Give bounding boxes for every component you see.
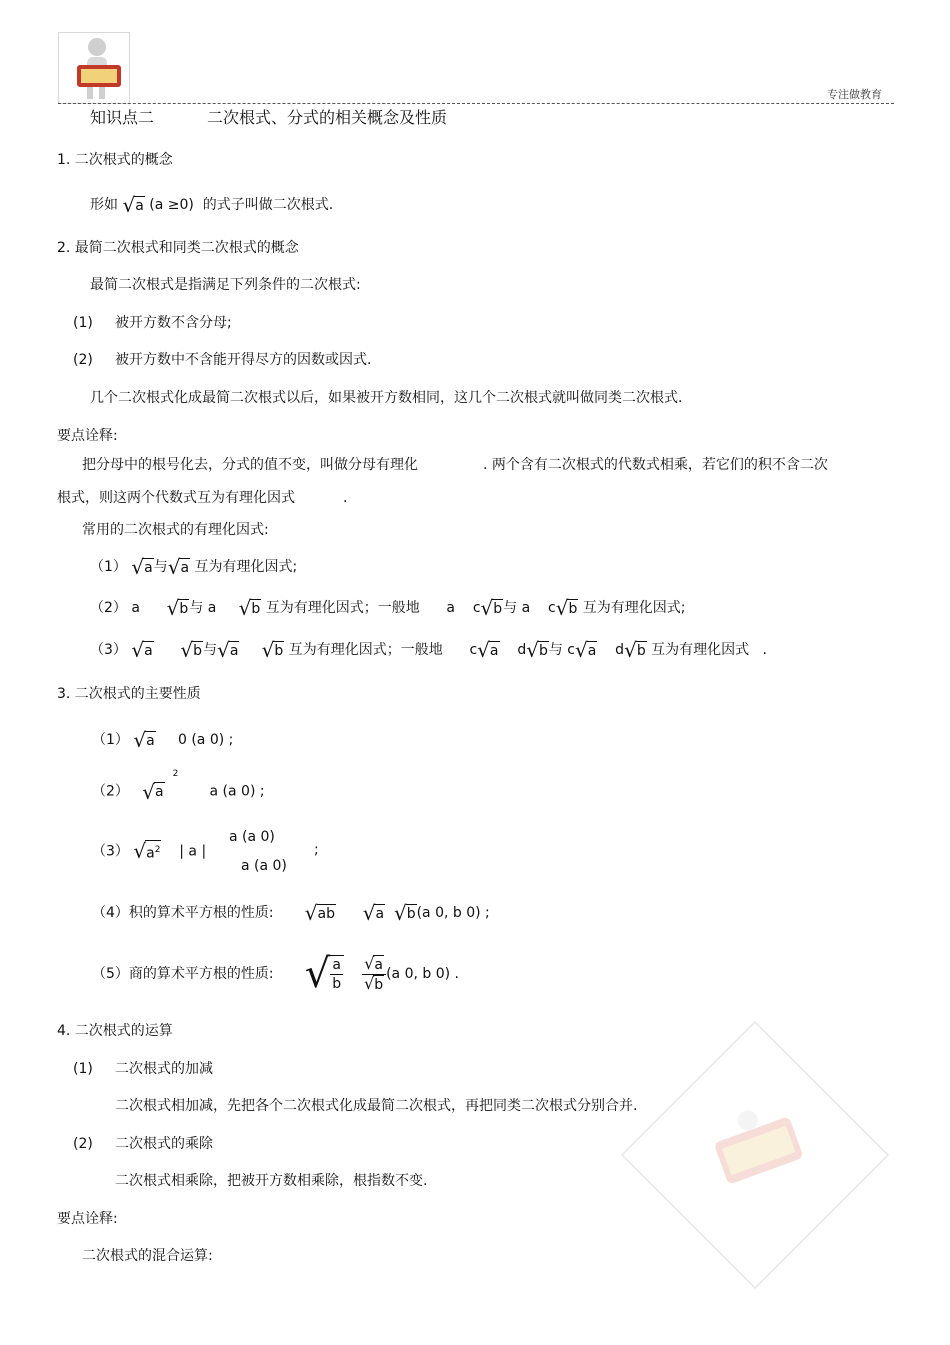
s2-intro: 最简二次根式是指满足下列条件的二次根式: — [90, 277, 361, 293]
property-3-case-1: a (a 0) — [229, 829, 275, 845]
section-label: 知识点二 — [90, 108, 155, 127]
header-tagline: 专注做教育 — [827, 88, 882, 101]
s4-heading: 4. 二次根式的运算 — [57, 1023, 173, 1039]
property-3-end: ; — [314, 842, 319, 858]
s4-a-num: (1) — [73, 1061, 93, 1077]
stamp-watermark-icon — [620, 1020, 890, 1290]
property-3-lhs: （3） $√a^2$ | a | — [92, 839, 207, 864]
s2-heading: 2. 最简二次根式和同类二次根式的概念 — [57, 240, 299, 256]
s4-note-label: 要点诠释: — [57, 1211, 118, 1227]
header-divider — [58, 103, 894, 104]
s2-common: 常用的二次根式的有理化因式: — [82, 522, 269, 538]
s2-note-p1b: . 两个含有二次根式的代数式相乘，若它们的积不含二次 — [483, 457, 828, 473]
s1-suffix: 的式子叫做二次根式. — [202, 197, 334, 213]
property-2: （2） $√a^2$ a (a 0) ; — [92, 769, 265, 804]
s2-note-label: 要点诠释: — [57, 428, 118, 444]
s4-a-title: 二次根式的加减 — [115, 1061, 213, 1077]
s1-heading: 1. 二次根式的概念 — [57, 152, 173, 168]
rationalize-row-3: （3） √a √b与√a √b 互为有理化因式；一般地 c√a d√b与 c√a d√b 互为有理化因式 . — [90, 638, 767, 662]
s4-b-title: 二次根式的乘除 — [115, 1136, 213, 1152]
property-5: （5）商的算术平方根的性质: √ $\frac{a}{b}$ $\frac{√a}{√b}$ (a 0, b 0) . — [92, 951, 459, 997]
s4-a-text: 二次根式相加减，先把各个二次根式化成最简二次根式，再把同类二次根式分别合并. — [115, 1098, 638, 1114]
s2-similar: 几个二次根式化成最简二次根式以后，如果被开方数相同，这几个二次根式就叫做同类二次根式. — [90, 390, 683, 406]
s4-b-num: (2) — [73, 1136, 93, 1152]
s2-cond2-num: (2) — [73, 352, 93, 368]
property-3-case-2: a (a 0) — [241, 858, 287, 874]
s4-b-text: 二次根式相乘除，把被开方数相乘除，根指数不变. — [115, 1173, 428, 1189]
rationalize-row-1: （1） √a与√a 互为有理化因式; — [90, 555, 298, 579]
s2-note-p1a: 把分母中的根号化去，分式的值不变，叫做分母有理化 — [82, 457, 418, 473]
s1-definition — [90, 195, 333, 215]
radical: √a — [122, 193, 144, 217]
s2-note-p2a: 根式，则这两个代数式互为有理化因式 — [57, 490, 295, 506]
cartoon-figure-holding-sign-icon — [59, 33, 129, 103]
s2-cond1-text: 被开方数不含分母; — [115, 315, 232, 331]
s1-prefix: 形如 — [90, 197, 118, 213]
s3-heading: 3. 二次根式的主要性质 — [57, 686, 201, 702]
rationalize-row-2: （2） a √b与 a √b 互为有理化因式；一般地 a c√b与 a c√b 互为有理化因式; — [90, 596, 686, 620]
s1-condition: (a ≥0) — [149, 197, 194, 213]
s2-cond2-text: 被开方数中不含能开得尽方的因数或因式. — [115, 352, 372, 368]
property-1: （1） √a 0 (a 0) ; — [92, 728, 234, 752]
s4-mixed: 二次根式的混合运算: — [82, 1248, 213, 1264]
s2-note-p2b: . — [343, 490, 348, 506]
s2-cond1-num: (1) — [73, 315, 93, 331]
property-4: （4）积的算术平方根的性质: √ab √a √b(a 0, b 0) ; — [92, 901, 490, 925]
header-logo — [58, 32, 130, 104]
section-title: 二次根式、分式的相关概念及性质 — [207, 108, 448, 127]
